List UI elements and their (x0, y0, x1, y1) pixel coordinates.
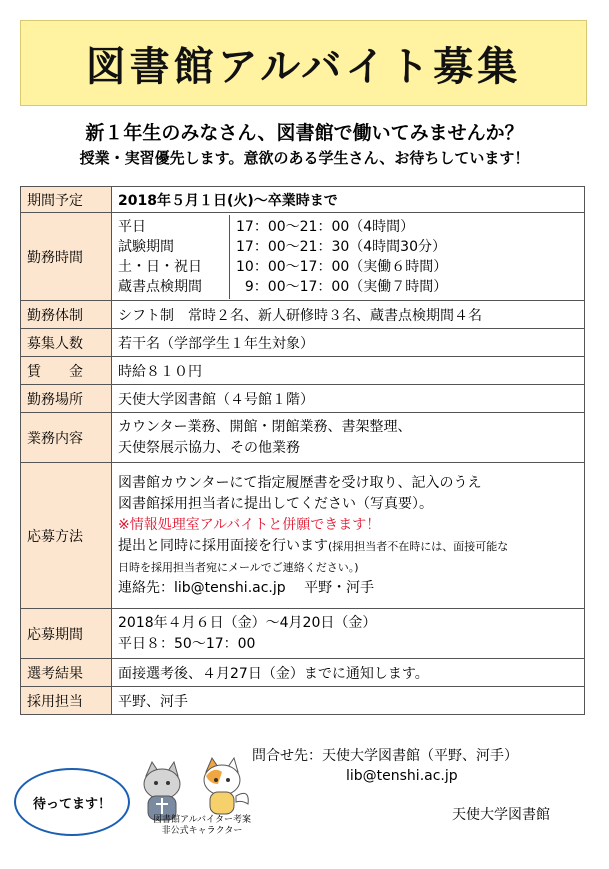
apply-note: 日時を採用担当者宛にメールでご連絡ください。) (118, 560, 359, 574)
apply-contact: 連絡先：lib@tenshi.ac.jp 平野・河手 (118, 579, 375, 596)
table-row (21, 329, 585, 357)
caption-line: 非公式キャラクター (161, 826, 243, 836)
apply-line: 図書館カウンターにて指定履歴書を受け取り、記入のうえ (118, 474, 482, 491)
row-value: 若干名（学部学生１年生対象） (112, 329, 585, 357)
apply-period-line: 平日８：50～17：00 (118, 635, 256, 652)
subtitle: 新１年生のみなさん、図書館で働いてみませんか？ (85, 122, 524, 144)
schedule-time-column (230, 215, 584, 299)
apply-line: 図書館採用担当者に提出してください（写真要）。 (118, 495, 433, 512)
table-row (21, 687, 585, 715)
row-label: 応募方法 (21, 463, 112, 609)
table-row (21, 301, 585, 329)
apply-line (118, 536, 578, 557)
row-value: 面接選考後、４月27日（金）までに通知します。 (112, 659, 585, 687)
row-label: 募集人数 (21, 329, 112, 357)
table-row (21, 659, 585, 687)
row-value: 天使大学図書館（４号館１階） (112, 385, 585, 413)
subtitle-secondary: 授業・実習優先します。意欲のある学生さん、お待ちしています！ (79, 149, 530, 167)
contact-line: 問合せ先：天使大学図書館（平野、河手） (252, 748, 518, 764)
row-label: 期間予定 (21, 187, 112, 213)
schedule-when: 試験期間 (118, 238, 174, 255)
row-label: 採用担当 (21, 687, 112, 715)
apply-period-line: 2018年４月６日（金）～4月20日（金） (118, 614, 377, 631)
grey-cat-icon (144, 762, 180, 820)
info-table (20, 186, 585, 715)
schedule-when: 土・日・祝日 (118, 258, 202, 275)
speech-bubble (14, 768, 130, 836)
table-row (21, 385, 585, 413)
table-row (21, 413, 585, 463)
calico-cat-icon (204, 758, 248, 814)
row-label: 勤務場所 (21, 385, 112, 413)
schedule-grid (112, 215, 584, 299)
row-value: シフト制 常時２名、新人研修時３名、蔵書点検期間４名 (112, 301, 585, 329)
caption-line: 図書館アルバイター考案 (152, 815, 251, 825)
work-line: カウンター業務、開館・閉館業務、書架整理、 (118, 418, 412, 435)
schedule-time: 10：00～17：00（実働６時間） (236, 258, 448, 275)
page-title: 図書館アルバイト募集 (85, 43, 522, 90)
organization-name: 天使大学図書館 (452, 807, 550, 823)
bubble-text: 待ってます！ (32, 796, 111, 812)
table-row (21, 463, 585, 609)
schedule-when-column (112, 215, 230, 299)
row-label: 勤務体制 (21, 301, 112, 329)
schedule-time: 17：00～21：30（4時間30分） (236, 238, 446, 255)
schedule-when: 蔵書点検期間 (118, 278, 202, 295)
table-row (21, 213, 585, 301)
apply-note: (採用担当者不在時には、面接可能な (328, 539, 509, 553)
row-label: 業務内容 (21, 413, 112, 463)
row-value (112, 213, 585, 301)
title-banner (20, 20, 587, 106)
period-value: 2018年５月１日(火)～卒業時まで (118, 192, 338, 209)
row-label: 賃 金 (21, 357, 112, 385)
row-value (112, 187, 585, 213)
row-label: 選考結果 (21, 659, 112, 687)
contact-email: lib@tenshi.ac.jp (346, 768, 458, 784)
row-value: 平野、河手 (112, 687, 585, 715)
table-row (21, 609, 585, 659)
mascot-caption (152, 815, 252, 837)
apply-interview-text: 提出と同時に採用面接を行います (118, 537, 328, 554)
schedule-time: 17：00～21：00（4時間） (236, 218, 415, 235)
schedule-when: 平日 (118, 218, 146, 235)
row-label: 応募期間 (21, 609, 112, 659)
apply-highlight: ※情報処理室アルバイトと併願できます！ (118, 516, 381, 533)
row-value (112, 463, 585, 609)
row-value (112, 609, 585, 659)
table-row (21, 187, 585, 213)
row-value (112, 413, 585, 463)
table-row (21, 357, 585, 385)
row-value: 時給８１０円 (112, 357, 585, 385)
work-line: 天使祭展示協力、その他業務 (118, 439, 300, 456)
schedule-time: 9：00～17：00（実働７時間） (236, 278, 448, 295)
row-label: 勤務時間 (21, 213, 112, 301)
